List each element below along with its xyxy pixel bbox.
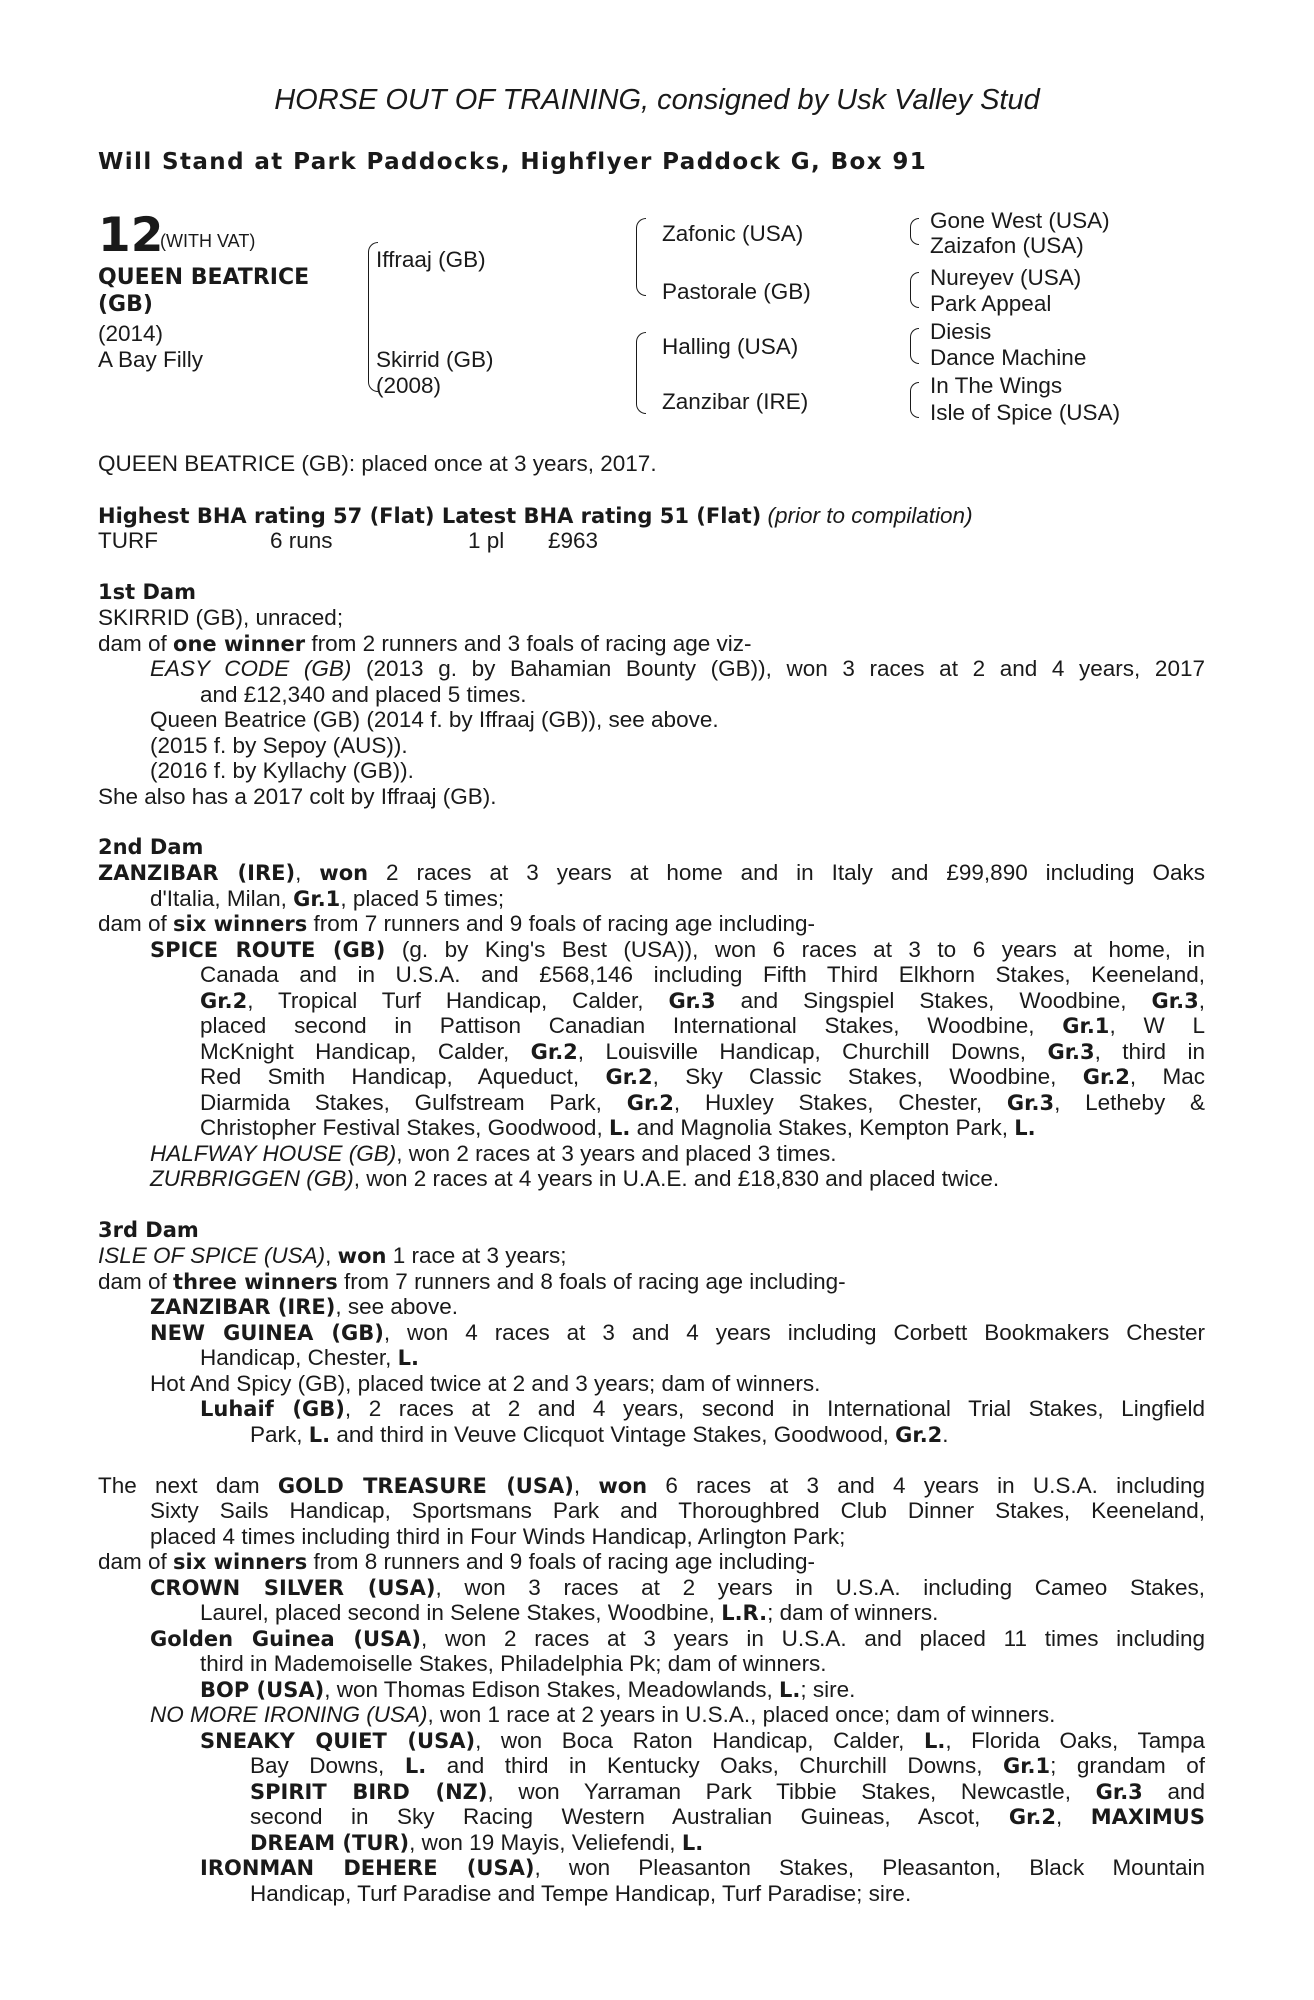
dam3-line: Luhaif (GB), 2 races at 2 and 4 years, second in International Trial Stakes, Lingfield (200, 1396, 1205, 1421)
g-brace-4 (910, 382, 919, 418)
dam-sire: Halling (USA) (662, 334, 799, 359)
sire-parents-brace (636, 218, 646, 296)
race-summary: QUEEN BEATRICE (GB): placed once at 3 years, 2017. (98, 451, 657, 476)
dam2-heading: 2nd Dam (98, 835, 204, 859)
nextdam-line: IRONMAN DEHERE (USA), won Pleasanton Stakes, Pleasanton, Black Mountain (200, 1855, 1205, 1880)
dam-parents-brace (636, 332, 646, 414)
nextdam-line: SPIRIT BIRD (NZ), won Yarraman Park Tibbie Stakes, Newcastle, Gr.3 and (250, 1779, 1205, 1804)
dam1-line: (2015 f. by Sepoy (AUS)). (150, 733, 408, 758)
nextdam-line: BOP (USA), won Thomas Edison Stakes, Meadowlands, L.; sire. (200, 1677, 856, 1702)
dam2-line: dam of six winners from 7 runners and 9 foals of racing age including- (98, 911, 815, 936)
grandparent-3: Nureyev (USA) (930, 265, 1082, 290)
sire-dam: Pastorale (GB) (662, 279, 811, 304)
lot-vat: (WITH VAT) (160, 231, 256, 251)
dam2-line: Diarmida Stakes, Gulfstream Park, Gr.2, Huxley Stakes, Chester, Gr.3, Letheby & (200, 1090, 1205, 1115)
dam2-line: Gr.2, Tropical Turf Handicap, Calder, Gr.3 and Singspiel Stakes, Woodbine, Gr.3, (200, 988, 1205, 1013)
dam1-line: dam of one winner from 2 runners and 3 foals of racing age viz- (98, 631, 752, 656)
dam: Skirrid (GB) (376, 347, 494, 372)
nextdam-line: third in Mademoiselle Stakes, Philadelphia Pk; dam of winners. (200, 1651, 827, 1676)
grandparent-7: In The Wings (930, 373, 1063, 398)
nextdam-line: The next dam GOLD TREASURE (USA), won 6 races at 3 and 4 years in U.S.A. including (98, 1473, 1205, 1498)
horse-description: A Bay Filly (98, 347, 204, 372)
g-brace-2 (910, 272, 919, 308)
dam-year: (2008) (376, 373, 442, 398)
nextdam-line: Golden Guinea (USA), won 2 races at 3 years in U.S.A. and placed 11 times including (150, 1626, 1205, 1651)
dam2-line: d'Italia, Milan, Gr.1, placed 5 times; (150, 886, 505, 911)
nextdam-line: placed 4 times including third in Four Winds Handicap, Arlington Park; (150, 1524, 846, 1549)
dam1-line: She also has a 2017 colt by Iffraaj (GB). (98, 784, 497, 809)
dam1-line: (2016 f. by Kyllachy (GB)). (150, 758, 414, 783)
horse-year: (2014) (98, 321, 164, 346)
dam3-line: ISLE OF SPICE (USA), won 1 race at 3 years; (98, 1243, 567, 1268)
dam2-line: HALFWAY HOUSE (GB), won 2 races at 3 years and placed 3 times. (150, 1141, 837, 1166)
dam3-line: Hot And Spicy (GB), placed twice at 2 and 3 years; dam of winners. (150, 1371, 821, 1396)
nextdam-line: second in Sky Racing Western Australian Guineas, Ascot, Gr.2, MAXIMUS (250, 1804, 1205, 1829)
horse-name-line1: QUEEN BEATRICE (98, 265, 310, 290)
page-title: HORSE OUT OF TRAINING, consigned by Usk Valley Stud (274, 84, 1040, 116)
dam3-line: NEW GUINEA (GB), won 4 races at 3 and 4 years including Corbett Bookmakers Chester (150, 1320, 1205, 1345)
dam2-line: Red Smith Handicap, Aqueduct, Gr.2, Sky Classic Stakes, Woodbine, Gr.2, Mac (200, 1064, 1205, 1089)
sire: Iffraaj (GB) (376, 247, 486, 272)
grandparent-2: Zaizafon (USA) (930, 233, 1084, 258)
dam1-line: SKIRRID (GB), unraced; (98, 605, 344, 630)
grandparent-1: Gone West (USA) (930, 208, 1110, 233)
dam3-line: dam of three winners from 7 runners and 8 foals of racing age including- (98, 1269, 846, 1294)
nextdam-line: DREAM (TUR), won 19 Mayis, Veliefendi, L. (250, 1830, 704, 1855)
dam3-heading: 3rd Dam (98, 1218, 199, 1242)
dam2-line: ZURBRIGGEN (GB), won 2 races at 4 years in U.A.E. and £18,830 and placed twice. (150, 1166, 1000, 1191)
dam2-line: placed second in Pattison Canadian International Stakes, Woodbine, Gr.1, W L (200, 1013, 1205, 1038)
dam3-line: ZANZIBAR (IRE), see above. (150, 1294, 458, 1319)
nextdam-line: Laurel, placed second in Selene Stakes, Woodbine, L.R.; dam of winners. (200, 1600, 939, 1625)
grandparent-5: Diesis (930, 319, 992, 344)
nextdam-line: Bay Downs, L. and third in Kentucky Oaks, Churchill Downs, Gr.1; grandam of (250, 1753, 1205, 1778)
dam1-line: EASY CODE (GB) (2013 g. by Bahamian Bounty (GB)), won 3 races at 2 and 4 years, 2017 (150, 656, 1205, 681)
dam1-line: and £12,340 and placed 5 times. (200, 682, 527, 707)
rating-line (98, 503, 973, 530)
dam-dam: Zanzibar (IRE) (662, 389, 809, 414)
dam2-line: SPICE ROUTE (GB) (g. by King's Best (USA)), won 6 races at 3 to 6 years at home, in (150, 937, 1205, 962)
rating-placed: 1 pl (468, 528, 505, 553)
rating-surface: TURF (98, 528, 158, 553)
nextdam-line: Handicap, Turf Paradise and Tempe Handicap, Turf Paradise; sire. (250, 1881, 912, 1906)
rating-text: Highest BHA rating 57 (Flat) Latest BHA rating 51 (Flat) (98, 504, 762, 528)
dam3-line: Park, L. and third in Veuve Clicquot Vintage Stakes, Goodwood, Gr.2. (250, 1422, 949, 1447)
nextdam-line: SNEAKY QUIET (USA), won Boca Raton Handicap, Calder, L., Florida Oaks, Tampa (200, 1728, 1205, 1753)
nextdam-line: NO MORE IRONING (USA), won 1 race at 2 years in U.S.A., placed once; dam of winners. (150, 1702, 1056, 1727)
nextdam-line: dam of six winners from 8 runners and 9 foals of racing age including- (98, 1549, 815, 1574)
nextdam-line: Sixty Sails Handicap, Sportsmans Park and Thoroughbred Club Dinner Stakes, Keeneland, (150, 1498, 1205, 1523)
dam2-line: ZANZIBAR (IRE), won 2 races at 3 years at home and in Italy and £99,890 including Oaks (98, 860, 1205, 885)
g-brace-1 (910, 218, 919, 245)
dam3-line: Handicap, Chester, L. (200, 1345, 419, 1370)
sire-sire: Zafonic (USA) (662, 221, 804, 246)
nextdam-line: CROWN SILVER (USA), won 3 races at 2 years in U.S.A. including Cameo Stakes, (150, 1575, 1205, 1600)
dam1-line: Queen Beatrice (GB) (2014 f. by Iffraaj (GB)), see above. (150, 707, 719, 732)
horse-name-line2: (GB) (98, 292, 153, 317)
rating-note: (prior to compilation) (767, 503, 973, 528)
lot-number: 12 (98, 208, 164, 263)
dam2-line: McKnight Handicap, Calder, Gr.2, Louisville Handicap, Churchill Downs, Gr.3, third in (200, 1039, 1205, 1064)
grandparent-6: Dance Machine (930, 345, 1087, 370)
stand-location: Will Stand at Park Paddocks, Highflyer Paddock G, Box 91 (98, 149, 928, 175)
rating-runs: 6 runs (270, 528, 333, 553)
dam2-line: Canada and in U.S.A. and £568,146 including Fifth Third Elkhorn Stakes, Keeneland, (200, 962, 1205, 987)
grandparent-4: Park Appeal (930, 291, 1052, 316)
rating-earnings: £963 (548, 528, 599, 553)
grandparent-8: Isle of Spice (USA) (930, 400, 1121, 425)
dam2-line: Christopher Festival Stakes, Goodwood, L. and Magnolia Stakes, Kempton Park, L. (200, 1115, 1036, 1140)
g-brace-3 (910, 328, 919, 364)
dam1-heading: 1st Dam (98, 580, 196, 604)
